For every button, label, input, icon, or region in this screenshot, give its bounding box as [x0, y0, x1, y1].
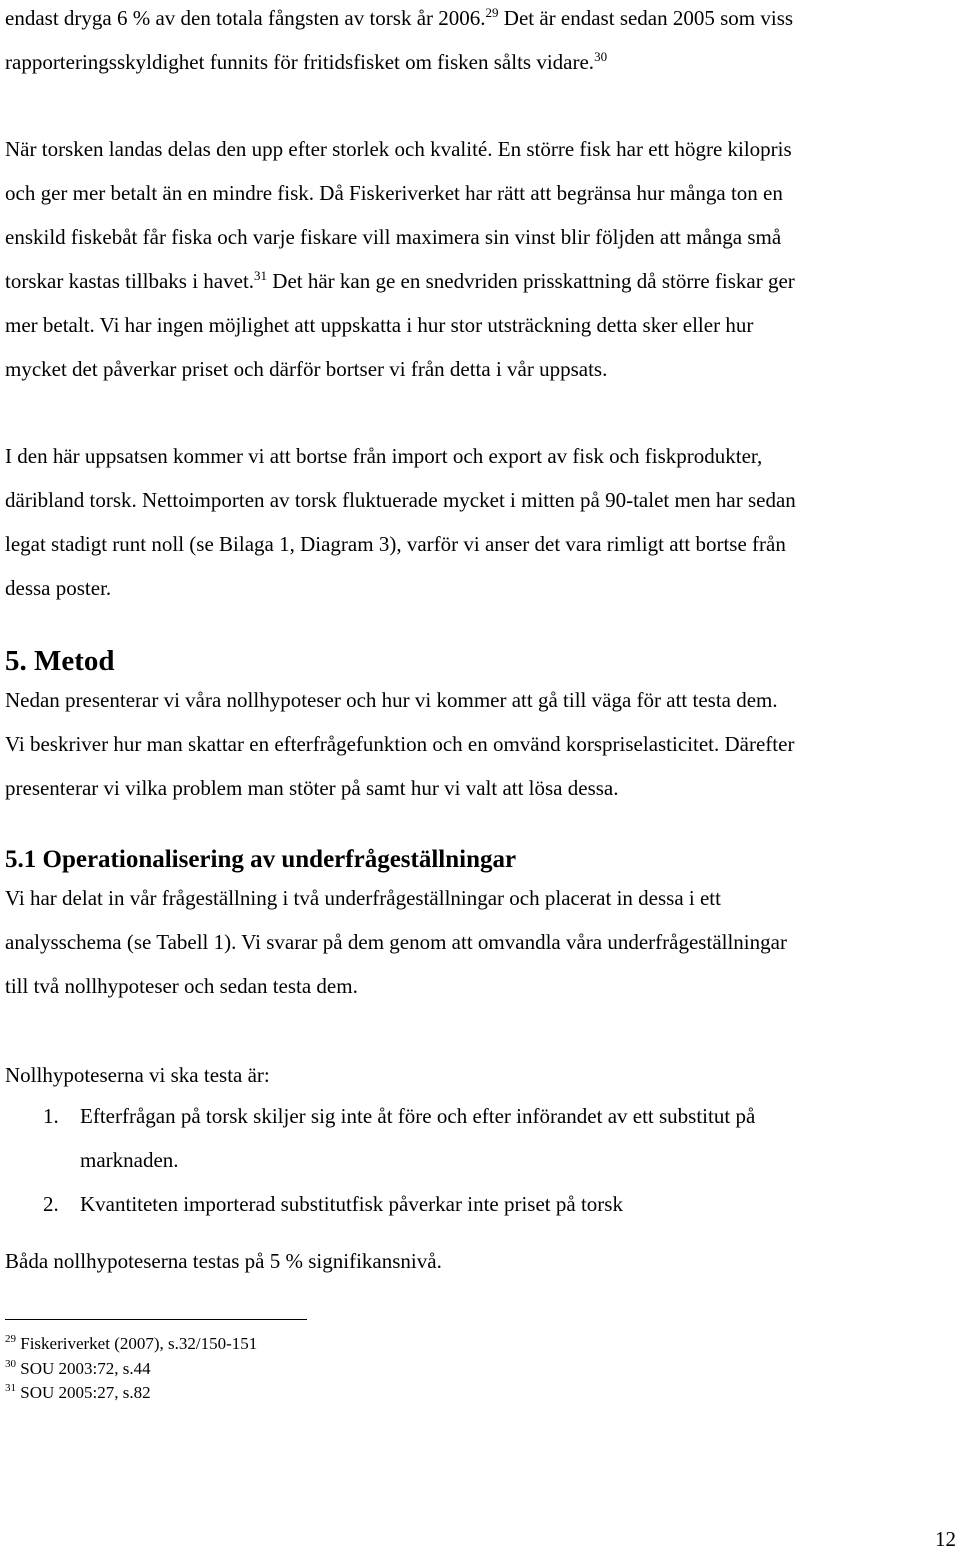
text-line: När torsken landas delas den upp efter storlek och kvalité. En större fisk har ett högre kilopris: [5, 137, 792, 161]
text-line: Vi har delat in vår frågeställning i två underfrågeställningar och placerat in dessa i ett: [5, 886, 721, 910]
list-item-hypothesis-2: [5, 1182, 960, 1226]
text-line: till två nollhypoteser och sedan testa dem.: [5, 974, 358, 998]
footnote-text: SOU 2003:72, s.44: [16, 1359, 151, 1378]
footnote-number: 30: [5, 1358, 16, 1370]
heading-metod: 5. Metod: [5, 645, 115, 677]
footnote-separator: [5, 1319, 307, 1320]
text-line: och ger mer betalt än en mindre fisk. Då Fiskeriverket har rätt att begränsa hur många ton en: [5, 181, 783, 205]
text-line: I den här uppsatsen kommer vi att bortse från import och export av fisk och fiskprodukter,: [5, 444, 763, 468]
text-line: mer betalt. Vi har ingen möjlighet att uppskatta i hur stor utsträckning detta sker eller hur: [5, 313, 754, 337]
text-line: analysschema (se Tabell 1). Vi svarar på dem genom att omvandla våra underfrågeställningar: [5, 930, 787, 954]
paragraph-import: [5, 434, 960, 610]
text-line: Efterfrågan på torsk skiljer sig inte åt före och efter införandet av ett substitut på: [80, 1104, 756, 1128]
text-line: Nollhypoteserna vi ska testa är:: [5, 1063, 270, 1087]
text-line: Vi beskriver hur man skattar en efterfrågefunktion och en omvänd korspriselasticitet. Därefter: [5, 732, 795, 756]
text-line: legat stadigt runt noll (se Bilaga 1, Diagram 3), varför vi anser det vara rimligt att bortse från: [5, 532, 786, 556]
paragraph-operationalisering: [5, 876, 960, 1008]
paragraph-metod: [5, 678, 960, 810]
text-line: torskar kastas tillbaks i havet.$^{31}$ Det här kan ge en snedvriden prisskattning då större fiskar ger: [5, 268, 795, 293]
text-line: Båda nollhypoteserna testas på 5 % signifikansnivå.: [5, 1249, 442, 1273]
list-item-number: 1.: [43, 1104, 59, 1128]
text-line: marknaden.: [80, 1148, 179, 1172]
paragraph-storlek: [5, 127, 960, 391]
text-line: Kvantiteten importerad substitutfisk påverkar inte priset på torsk: [80, 1192, 623, 1216]
footnote-30: [5, 1357, 151, 1381]
list-item-hypothesis-1: [5, 1094, 960, 1182]
text-line: däribland torsk. Nettoimporten av torsk fluktuerade mycket i mitten på 90-talet men har sedan: [5, 488, 796, 512]
footnote-ref-29: 29: [485, 5, 499, 20]
text-line: dessa poster.: [5, 576, 112, 600]
text-line: presenterar vi vilka problem man stöter på samt hur vi valt att lösa dessa.: [5, 776, 619, 800]
page-number: 12: [935, 1527, 956, 1551]
list-item-number: 2.: [43, 1192, 59, 1216]
footnote-number: 31: [5, 1382, 16, 1394]
paragraph-signifikans: [5, 1239, 960, 1283]
footnote-29: [5, 1332, 257, 1356]
text-line: rapporteringsskyldighet funnits för fritidsfisket om fisken sålts vidare.$^{30}$: [5, 49, 608, 74]
document-page: [5, 0, 960, 1551]
text-line: enskild fiskebåt får fiska och varje fiskare vill maximera sin vinst blir följden att många små: [5, 225, 782, 249]
text-line: mycket det påverkar priset och därför bortser vi från detta i vår uppsats.: [5, 357, 608, 381]
footnote-number: 29: [5, 1333, 16, 1345]
footnote-31: [5, 1381, 151, 1405]
footnote-text: SOU 2005:27, s.82: [16, 1383, 151, 1402]
footnote-ref-30: 30: [594, 49, 608, 64]
text-line: endast dryga 6 % av den totala fångsten av torsk år 2006.29 Det är endast sedan 2005 som viss: [5, 5, 794, 30]
paragraph-intro: [5, 0, 960, 84]
paragraph-nollhypoteser-intro: [5, 1053, 960, 1097]
footnote-text: Fiskeriverket (2007), s.32/150-151: [16, 1334, 258, 1353]
text-line: Nedan presenterar vi våra nollhypoteser och hur vi kommer att gå till väga för att testa dem.: [5, 688, 778, 712]
hypothesis-list: [5, 1094, 960, 1226]
heading-operationalisering: 5.1 Operationalisering av underfrågeställningar: [5, 846, 517, 873]
footnote-ref-31: 31: [254, 268, 268, 283]
